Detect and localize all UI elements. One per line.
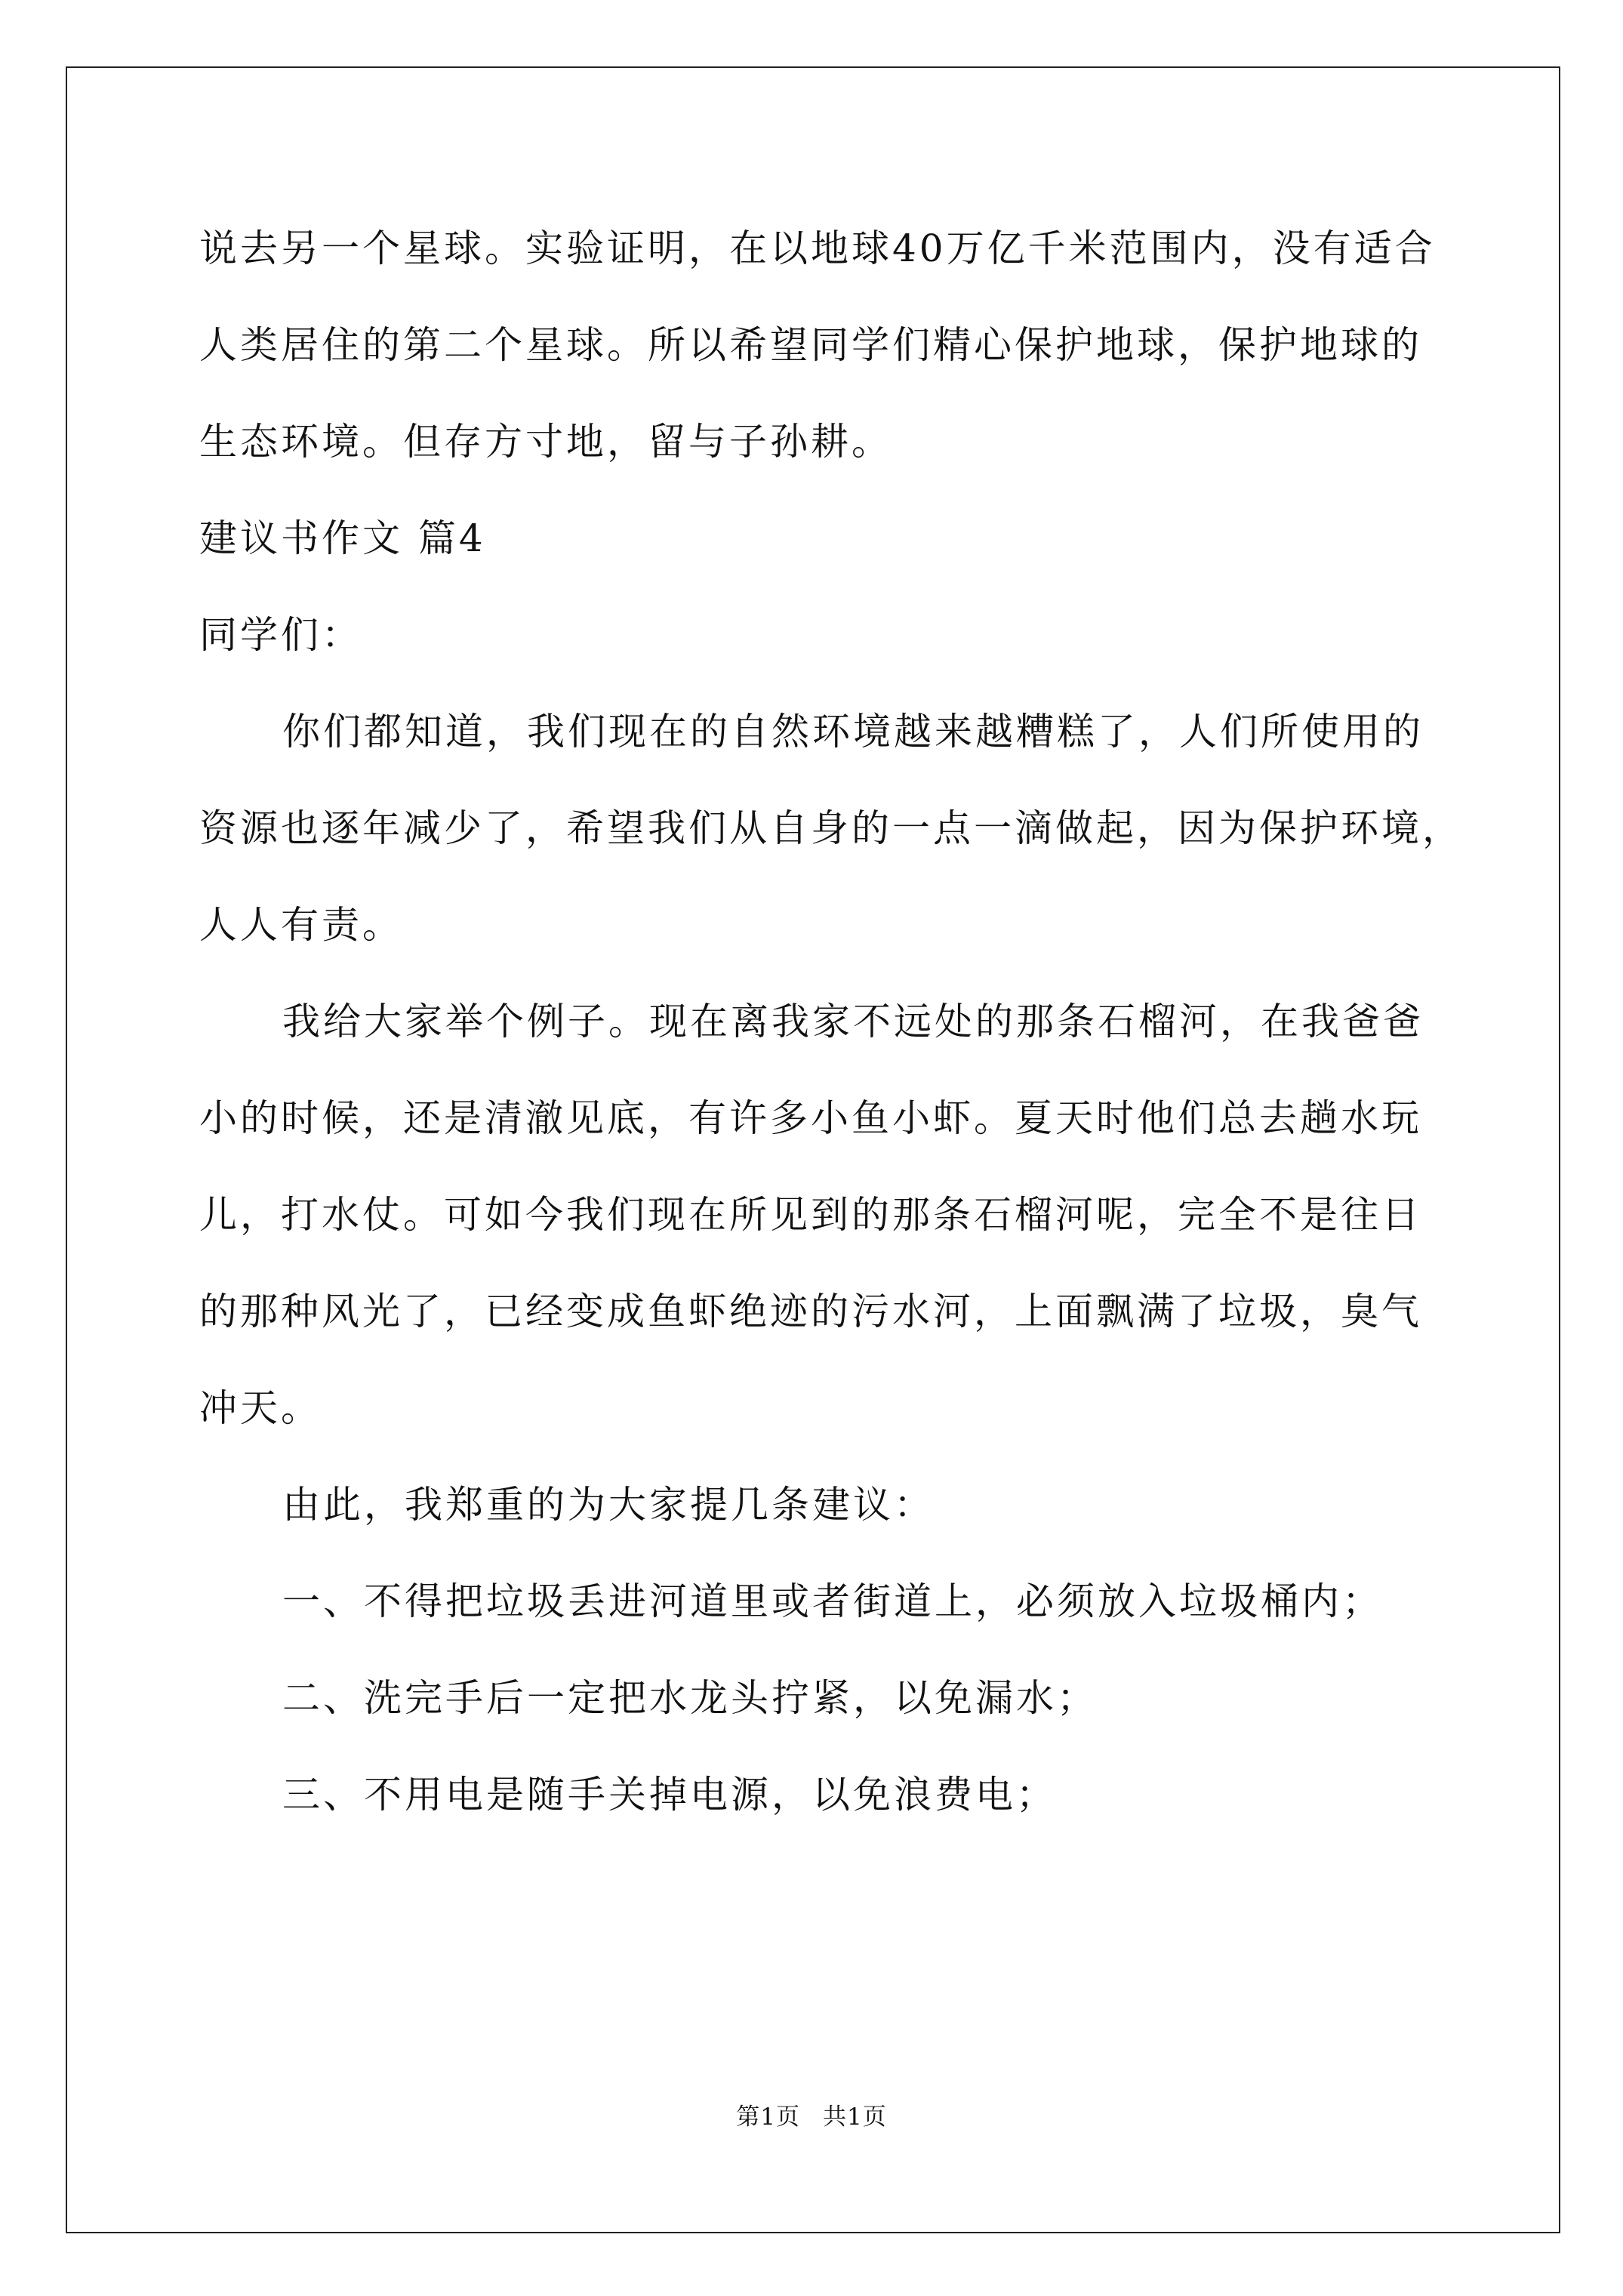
body-line: 资源也逐年减少了，希望我们从自身的一点一滴做起，因为保护环境， xyxy=(199,806,1463,850)
salutation: 同学们： xyxy=(199,613,362,657)
suggestion-item: 二、洗完手后一定把水龙头拧紧，以免漏水； xyxy=(282,1676,1098,1720)
body-line: 小的时候，还是清澈见底，有许多小鱼小虾。夏天时他们总去趟水玩 xyxy=(199,1096,1422,1140)
page-number: 第1页 xyxy=(736,2103,800,2131)
body-line: 儿，打水仗。可如今我们现在所见到的那条石榴河呢，完全不是往日 xyxy=(199,1193,1422,1237)
body-line: 生态环境。但存方寸地，留与子孙耕。 xyxy=(199,420,892,464)
body-line: 人类居住的第二个星球。所以希望同学们精心保护地球，保护地球的 xyxy=(199,323,1422,367)
document-body xyxy=(199,218,1463,1861)
paragraph-start-line: 你们都知道，我们现在的自然环境越来越糟糕了，人们所使用的 xyxy=(282,710,1424,754)
page-footer xyxy=(0,2097,1623,2131)
body-line: 的那种风光了，已经变成鱼虾绝迹的污水河，上面飘满了垃圾，臭气 xyxy=(199,1290,1422,1333)
suggestion-item: 三、不用电是随手关掉电源，以免浪费电； xyxy=(282,1773,1057,1817)
paragraph-start-line: 由此，我郑重的为大家提几条建议： xyxy=(282,1483,935,1527)
suggestion-item: 一、不得把垃圾丢进河道里或者街道上，必须放入垃圾桶内； xyxy=(282,1579,1383,1623)
body-line: 说去另一个星球。实验证明，在以地球40万亿千米范围内，没有适合 xyxy=(199,227,1436,270)
body-line: 人人有责。 xyxy=(199,903,403,947)
section-heading: 建议书作文 篇4 xyxy=(199,516,486,560)
body-line: 冲天。 xyxy=(199,1386,322,1430)
page-total: 共1页 xyxy=(823,2103,887,2131)
paragraph-start-line: 我给大家举个例子。现在离我家不远处的那条石榴河，在我爸爸 xyxy=(282,1000,1424,1043)
